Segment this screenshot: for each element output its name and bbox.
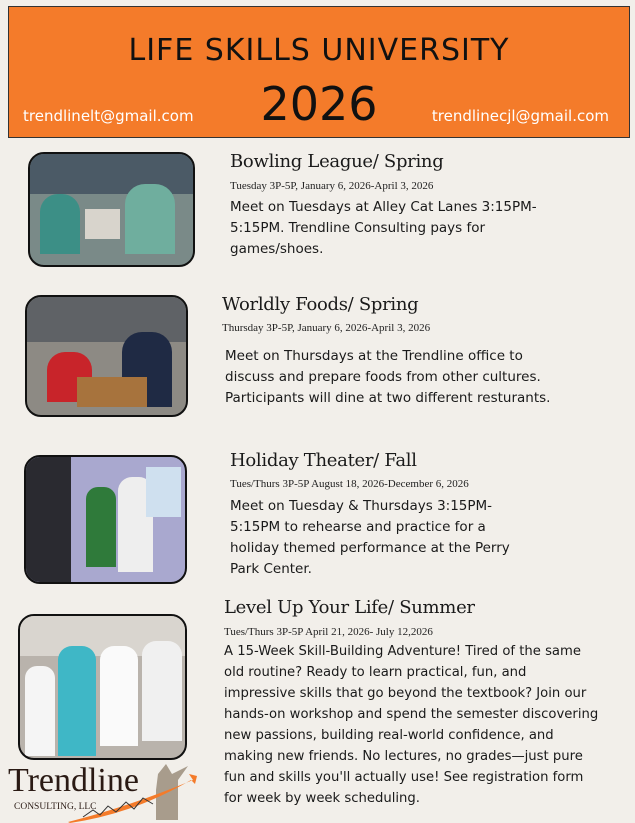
email-right[interactable]: trendlinecjl@gmail.com — [431, 107, 609, 125]
desc-line: Participants will dine at two different resturants. — [225, 390, 551, 406]
desc-line: for week by week scheduling. — [224, 791, 420, 806]
program-date: Tues/Thurs 3P-5P April 21, 2026- July 12,2026 — [224, 626, 433, 638]
theater-photo — [24, 455, 187, 584]
program-title: Worldly Foods/ Spring — [222, 294, 419, 315]
desc-line: new passions, building real-world confidence, and — [224, 728, 554, 743]
desc-line: Meet on Tuesdays at Alley Cat Lanes 3:15PM- — [230, 199, 537, 215]
program-title: Holiday Theater/ Fall — [230, 450, 417, 471]
desc-line: 5:15PM to rehearse and practice for a — [230, 519, 486, 535]
desc-line: Park Center. — [230, 561, 312, 577]
program-date: Tuesday 3P-5P, January 6, 2026-April 3, 2026 — [230, 180, 434, 192]
page-title: LIFE SKILLS UNIVERSITY — [128, 33, 510, 68]
program-title: Bowling League/ Spring — [230, 151, 444, 172]
program-description — [224, 641, 598, 809]
desc-line: Meet on Tuesday & Thursdays 3:15PM- — [230, 498, 493, 514]
desc-line: hands-on workshop and spend the semester discovering — [224, 707, 599, 722]
desc-line: making new friends. No lectures, no grades—just pure — [224, 749, 583, 764]
desc-line: fun and skills you'll actually use! See registration form — [224, 770, 584, 785]
logo-wordmark: Trendline — [8, 762, 139, 799]
program-description — [230, 496, 510, 580]
desc-line: A 15-Week Skill-Building Adventure! Tired of the same — [224, 644, 581, 659]
desc-line: old routine? Ready to learn practical, fun, and — [224, 665, 527, 680]
desc-line: discuss and prepare foods from other cultures. — [225, 369, 541, 385]
header-banner — [8, 6, 630, 138]
program-description — [225, 346, 550, 409]
program-date: Thursday 3P-5P, January 6, 2026-April 3, 2026 — [222, 322, 431, 334]
year-heading: 2026 — [260, 77, 378, 131]
trendline-logo — [8, 762, 198, 823]
bowling-photo — [28, 152, 195, 267]
desc-line: Meet on Thursdays at the Trendline office to — [225, 348, 523, 364]
logo-subtitle: CONSULTING, LLC — [14, 802, 97, 812]
email-left[interactable]: trendlinelt@gmail.com — [23, 107, 194, 125]
desc-line: games/shoes. — [230, 241, 324, 257]
program-date: Tues/Thurs 3P-5P August 18, 2026-December 6, 2026 — [230, 478, 469, 490]
desc-line: holiday themed performance at the Perry — [230, 540, 510, 556]
foods-photo — [25, 295, 188, 417]
desc-line: impressive skills that go beyond the textbook? Join our — [224, 686, 587, 701]
program-description — [230, 197, 537, 260]
program-title: Level Up Your Life/ Summer — [224, 597, 475, 618]
level-up-photo — [18, 614, 187, 760]
desc-line: 5:15PM. Trendline Consulting pays for — [230, 220, 486, 236]
